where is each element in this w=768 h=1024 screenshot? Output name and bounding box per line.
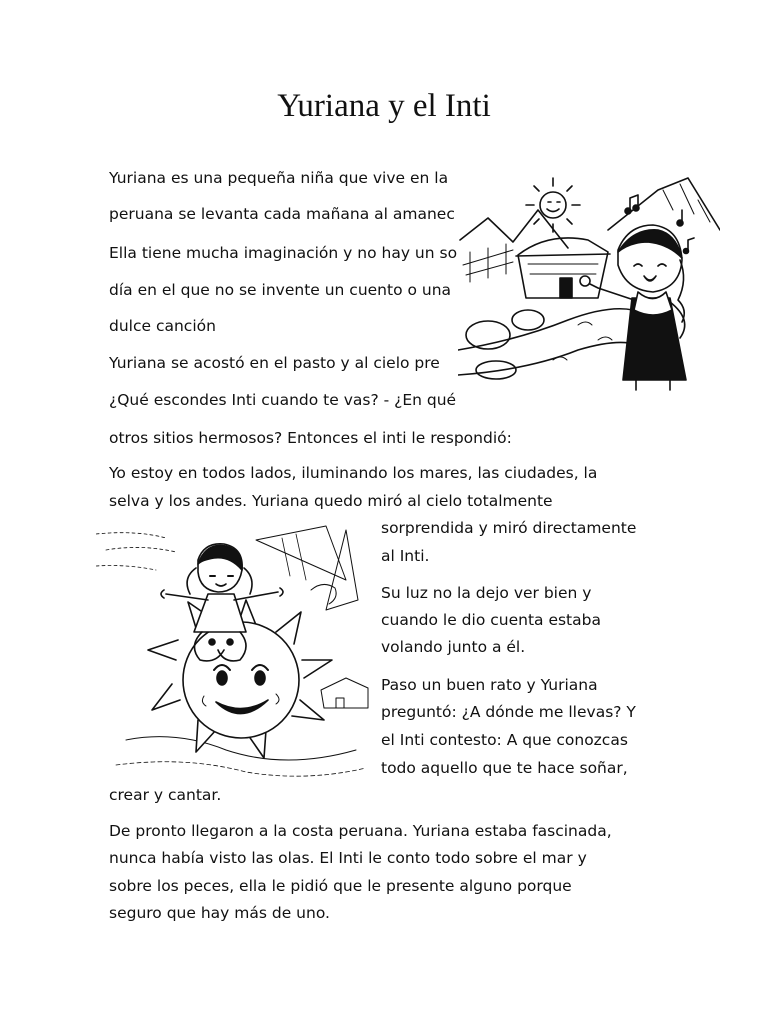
paragraph-line: peruana se levanta cada mañana al amanec [109,205,455,223]
paragraph-line: crear y cantar. [109,786,222,804]
paragraph-line: Paso un buen rato y Yuriana [381,676,598,694]
paragraph-line: Ella tiene mucha imaginación y no hay un so [109,244,458,262]
paragraph-line: Yo estoy en todos lados, iluminando los mares, las ciudades, la [109,464,598,482]
paragraph-line: selva y los andes. Yuriana quedo miró al cielo totalmente [109,492,553,510]
girl-flying-on-sun-illustration [96,520,378,782]
paragraph-line: nunca había visto las olas. El Inti le conto todo sobre el mar y [109,849,587,867]
paragraph-line: De pronto llegaron a la costa peruana. Yuriana estaba fascinada, [109,822,612,840]
paragraph-line: dulce canción [109,317,216,335]
paragraph-line: día en el que no se invente un cuento o una [109,281,452,299]
paragraph-line: cuando le dio cuenta estaba [381,611,601,629]
paragraph-line: Su luz no la dejo ver bien y [381,584,592,602]
paragraph-line: todo aquello que te hace soñar, [381,759,628,777]
paragraph-line: sorprendida y miró directamente [381,519,637,537]
paragraph-line: volando junto a él. [381,638,526,656]
paragraph-line: sobre los peces, ella le pidió que le presente alguno porque [109,877,572,895]
paragraph-line: al Inti. [381,547,430,565]
paragraph-line: otros sitios hermosos? Entonces el inti le respondió: [109,429,512,447]
paragraph-line: Yuriana se acostó en el pasto y al cielo pre [109,354,440,372]
paragraph-line: preguntó: ¿A dónde me llevas? Y [381,703,636,721]
girl-singing-sun-village-illustration [458,170,720,392]
paragraph-line: el Inti contesto: A que conozcas [381,731,628,749]
paragraph-line: Yuriana es una pequeña niña que vive en la [109,169,449,187]
paragraph-line: ¿Qué escondes Inti cuando te vas? - ¿En qué [109,391,457,409]
page-title: Yuriana y el Inti [277,88,491,124]
paragraph-line: seguro que hay más de uno. [109,904,330,922]
